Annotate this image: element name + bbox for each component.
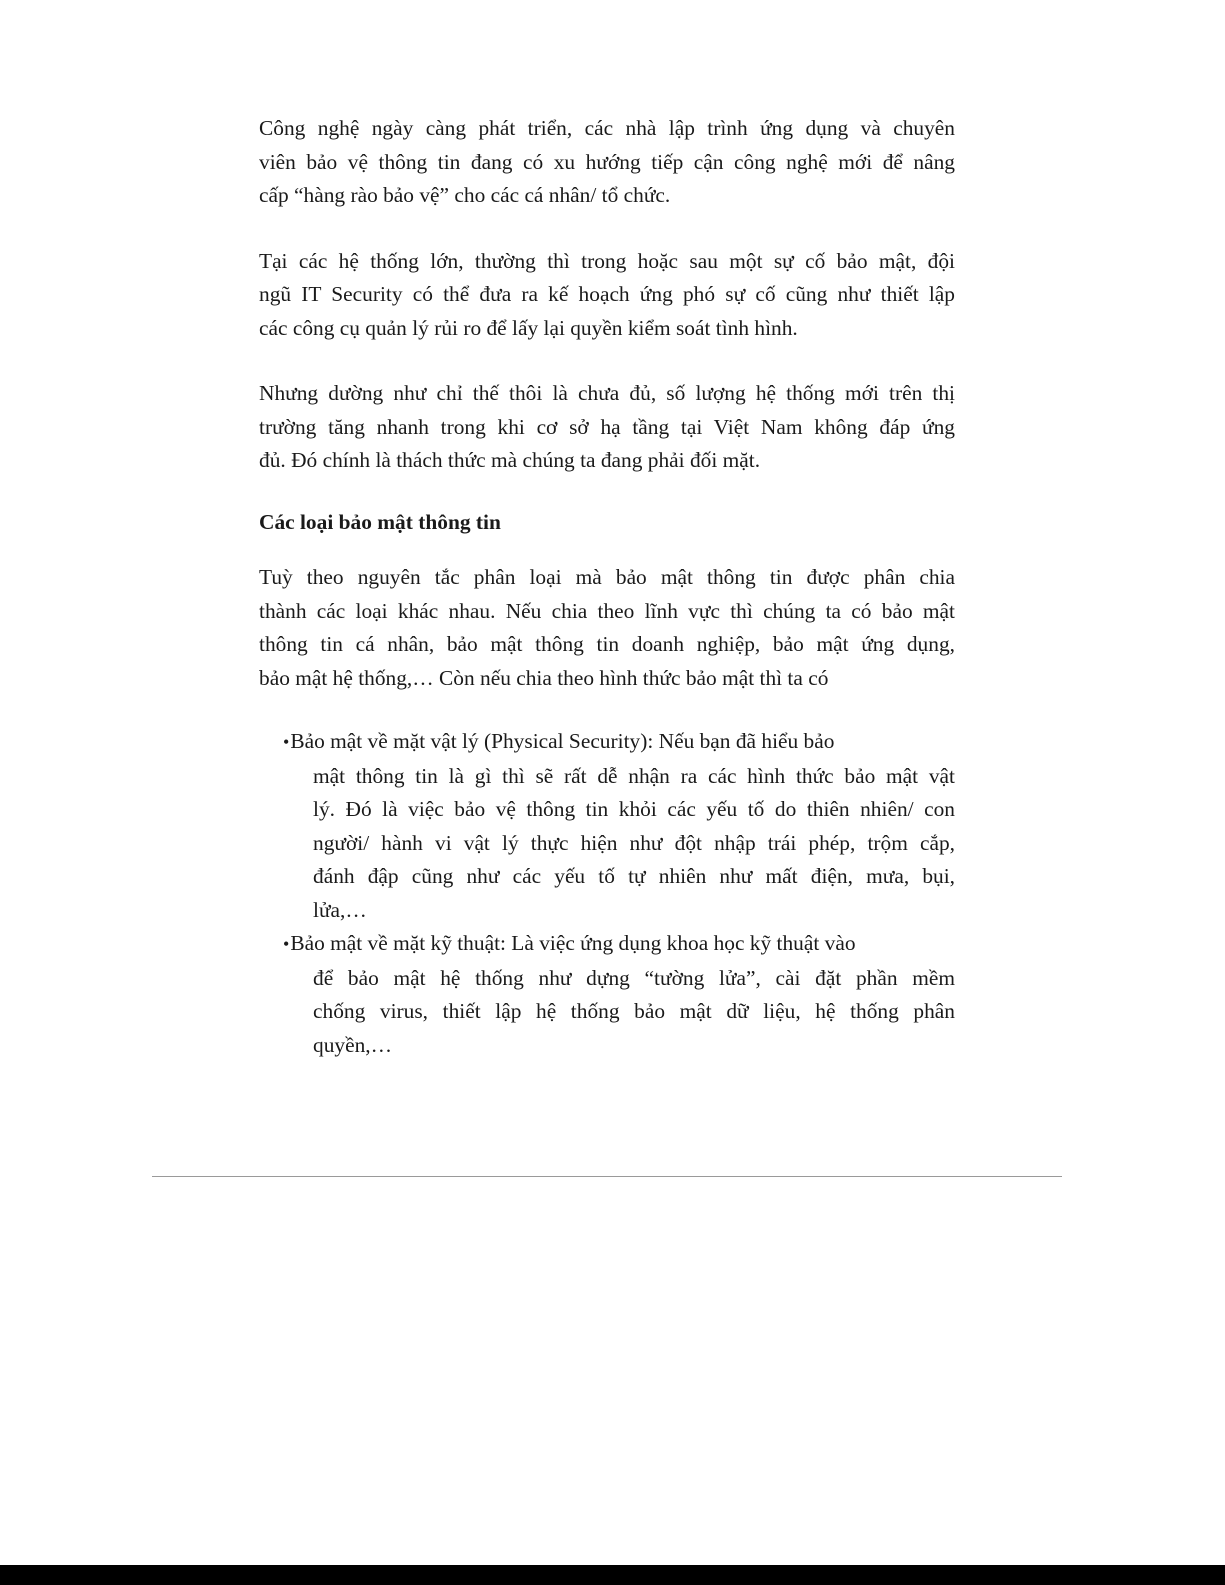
page-bottom-edge bbox=[0, 1565, 1225, 1585]
footer-divider bbox=[152, 1176, 1062, 1177]
text-line: Công nghệ ngày càng phát triển, các nhà lập trình ứng dụng và chuyên bbox=[259, 116, 955, 140]
text-line: mật thông tin là gì thì sẽ rất dễ nhận ra các hình thức bảo mật vật bbox=[313, 763, 955, 788]
text-line: đánh đập cũng như các yếu tố tự nhiên như mất điện, mưa, bụi, bbox=[313, 864, 955, 888]
text-line: lửa,… bbox=[313, 897, 367, 922]
bullet-list bbox=[259, 725, 955, 1062]
paragraph-large-systems bbox=[259, 245, 955, 346]
text-line: Tuỳ theo nguyên tắc phân loại mà bảo mật thông tin được phân chia bbox=[259, 565, 955, 589]
text-line: Nhưng dường như chỉ thế thôi là chưa đủ, số lượng hệ thống mới trên thị bbox=[259, 381, 955, 405]
bullet-title-text: Bảo mật về mặt kỹ thuật: Là việc ứng dụng khoa học kỹ thuật vào bbox=[290, 931, 856, 955]
paragraph-challenge bbox=[259, 377, 955, 478]
paragraph-classification bbox=[259, 561, 955, 695]
text-line: chống virus, thiết lập hệ thống bảo mật dữ liệu, hệ thống phân bbox=[313, 999, 955, 1023]
text-line: thông tin cá nhân, bảo mật thông tin doanh nghiệp, bảo mật ứng dụng, bbox=[259, 632, 955, 656]
text-line: các công cụ quản lý rủi ro để lấy lại quyền kiểm soát tình hình. bbox=[259, 315, 798, 340]
text-line: bảo mật hệ thống,… Còn nếu chia theo hình thức bảo mật thì ta có bbox=[259, 665, 829, 690]
text-line: ngũ IT Security có thể đưa ra kế hoạch ứng phó sự cố cũng như thiết lập bbox=[259, 282, 955, 306]
bullet-title-text: Bảo mật về mặt vật lý (Physical Security): Nếu bạn đã hiểu bảo bbox=[290, 729, 835, 753]
bullet-physical-security bbox=[259, 725, 955, 927]
text-line: cấp “hàng rào bảo vệ” cho các cá nhân/ tổ chức. bbox=[259, 183, 671, 207]
text-line: trường tăng nhanh trong khi cơ sở hạ tầng tại Việt Nam không đáp ứng bbox=[259, 414, 955, 439]
bullet-first-line bbox=[283, 927, 955, 962]
text-line: Tại các hệ thống lớn, thường thì trong hoặc sau một sự cố bảo mật, đội bbox=[259, 248, 955, 273]
text-line: để bảo mật hệ thống như dựng “tường lửa”, cài đặt phần mềm bbox=[313, 965, 955, 990]
bullet-technical-security bbox=[259, 927, 955, 1062]
text-line: viên bảo vệ thông tin đang có xu hướng tiếp cận công nghệ mới để nâng bbox=[259, 149, 955, 174]
text-line: thành các loại khác nhau. Nếu chia theo lĩnh vực thì chúng ta có bảo mật bbox=[259, 598, 955, 623]
bullet-dot-icon: • bbox=[283, 934, 290, 954]
text-line: đủ. Đó chính là thách thức mà chúng ta đang phải đối mặt. bbox=[259, 448, 761, 472]
text-line: quyền,… bbox=[313, 1032, 393, 1057]
bullet-first-line bbox=[283, 725, 955, 760]
text-line: lý. Đó là việc bảo vệ thông tin khỏi các yếu tố do thiên nhiên/ con bbox=[313, 797, 955, 821]
paragraph-intro bbox=[259, 112, 955, 213]
bullet-dot-icon: • bbox=[283, 732, 290, 752]
document-body bbox=[259, 112, 955, 1062]
section-heading: Các loại bảo mật thông tin bbox=[259, 509, 501, 534]
text-line: người/ hành vi vật lý thực hiện như đột nhập trái phép, trộm cắp, bbox=[313, 830, 955, 855]
